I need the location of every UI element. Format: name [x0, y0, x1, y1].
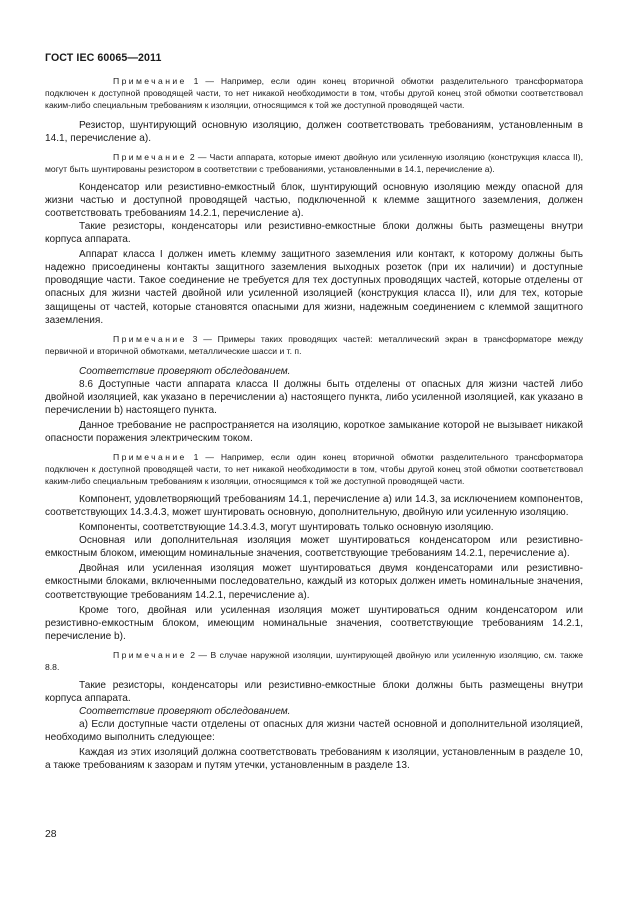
note-paragraph: [45, 650, 583, 674]
body-paragraph: Конденсатор или резистивно-емкостный блок, шунтирующий основную изоляцию между опасной для жизни частью и доступной проводящей частью, подключенной к клемме защитного заземления, должен соответствовать требованиям 14.2.1, перечисление а).: [45, 181, 583, 219]
body-paragraph: Такие резисторы, конденсаторы или резистивно-емкостные блоки должны быть размещены внутри корпуса аппарата.: [45, 679, 583, 704]
body-paragraph: Основная или дополнительная изоляция может шунтироваться конденсатором или резистивно-емкостным блоком, имеющим номинальные значения, соответствующие требованиям 14.2.1, перечисление а).: [45, 535, 583, 560]
compliance-paragraph: Соответствие проверяют обследованием.: [79, 365, 291, 377]
note-text: 1 — Например, если один конец вторичной обмотки разделительного трансформатора подключен к доступной проводящей части, то нет никакой необходимости в том, чтобы другой конец этой обмотки соответствовал каким-либо специальным требованиям к изоляции, относящимся к той же доступной проводящей части.: [45, 76, 583, 110]
note-label: Примечание: [113, 333, 187, 344]
document-body: [45, 76, 583, 772]
document-header: ГОСТ IEC 60065—2011: [45, 52, 162, 64]
note-label: Примечание: [113, 76, 187, 86]
note-text: 3 — Примеры таких проводящих частей: металлический экран в трансформаторе между первичной и вторичной обмотками, металлические шасси и т. п.: [45, 333, 583, 356]
note-text: 2 — Части аппарата, которые имеют двойную или усиленную изоляцию (конструкция класса II), могут быть шунтированы резистором в соответствии с требованиями, установленными в 14.1, перечисление а).: [45, 151, 583, 174]
body-paragraph: Данное требование не распространяется на изоляцию, короткое замыкание которой не вызывает никакой опасности поражения электрическим током.: [45, 419, 583, 445]
note-label: Примечание: [113, 151, 187, 162]
list-item-a: а) Если доступные части отделены от опасных для жизни частей основной и дополнительной изоляцией, необходимо выполнить следующее:: [45, 718, 583, 744]
body-paragraph: Двойная или усиленная изоляция может шунтироваться двумя конденсаторами или резистивно-емкостными блоками, включенными последовательно, каждый из которых должен иметь номинальные значения, соответствующие требованиям 14.2.1, перечисление а).: [45, 563, 583, 601]
body-paragraph: Такие резисторы, конденсаторы или резистивно-емкостные блоки должны быть размещены внутри корпуса аппарата.: [45, 221, 583, 246]
note-text: 1 — Например, если один конец вторичной обмотки разделительного трансформатора подключен к доступной проводящей части, то нет никакой необходимости в том, чтобы другой конец этой обмотки соответствовал каким-либо специальным требованиям к изоляции, относящимся к той же доступной проводящей части.: [45, 452, 583, 486]
note-label: Примечание: [113, 649, 187, 660]
body-paragraph: Аппарат класса I должен иметь клемму защитного заземления или контакт, к которому должны быть надежно присоединены контакты защитного заземления выходных розеток (при их наличии) и доступные проводящие части. Такое соединение не требуется для тех доступных проводящих частей, которые отделены от опасных для жизни частей двойной или усиленной изоляцией (конструкция класса II), или для тех, которые защищены от частей, которые становятся опасными для жизни, надежным соединением с клеммой защитного заземления.: [45, 249, 583, 326]
note-text: 2 — В случае наружной изоляции, шунтирующей двойную или усиленную изоляцию, см. также 8.8.: [45, 649, 583, 672]
body-paragraph: Компоненты, соответствующие 14.3.4.3, могут шунтировать только основную изоляцию.: [79, 522, 494, 534]
note-paragraph: [45, 334, 583, 358]
note-paragraph: [45, 76, 583, 112]
body-paragraph: Кроме того, двойная или усиленная изоляция может шунтироваться одним конденсатором или резистивно-емкостным блоком, имеющим номинальные значения, соответствующие требованиям 14.2.1, перечисление b).: [45, 604, 583, 642]
compliance-paragraph: Соответствие проверяют обследованием.: [79, 705, 291, 717]
clause-paragraph: 8.6 Доступные части аппарата класса II должны быть отделены от опасных для жизни частей либо двойной изоляцией, как указано в перечислении а) настоящего пункта, либо усиленной изоляцией, как указано в перечислении b) настоящего пункта.: [45, 378, 583, 416]
note-paragraph: [45, 152, 583, 176]
body-paragraph: Резистор, шунтирующий основную изоляцию, должен соответствовать требованиям, установленным в 14.1, перечисление а).: [45, 119, 583, 144]
note-label: Примечание: [113, 452, 187, 463]
note-paragraph: [45, 452, 583, 488]
body-paragraph: Компонент, удовлетворяющий требованиям 14.1, перечисление а) или 14.3, за исключением компонентов, соответствующих 14.3.4.3, может шунтировать основную, дополнительную, двойную или усиленную изоляцию.: [45, 493, 583, 518]
body-paragraph: Каждая из этих изоляций должна соответствовать требованиям к изоляции, установленным в разделе 10, а также требованиям к зазорам и путям утечки, установленным в разделе 13.: [45, 747, 583, 772]
page-number: 28: [45, 829, 57, 840]
